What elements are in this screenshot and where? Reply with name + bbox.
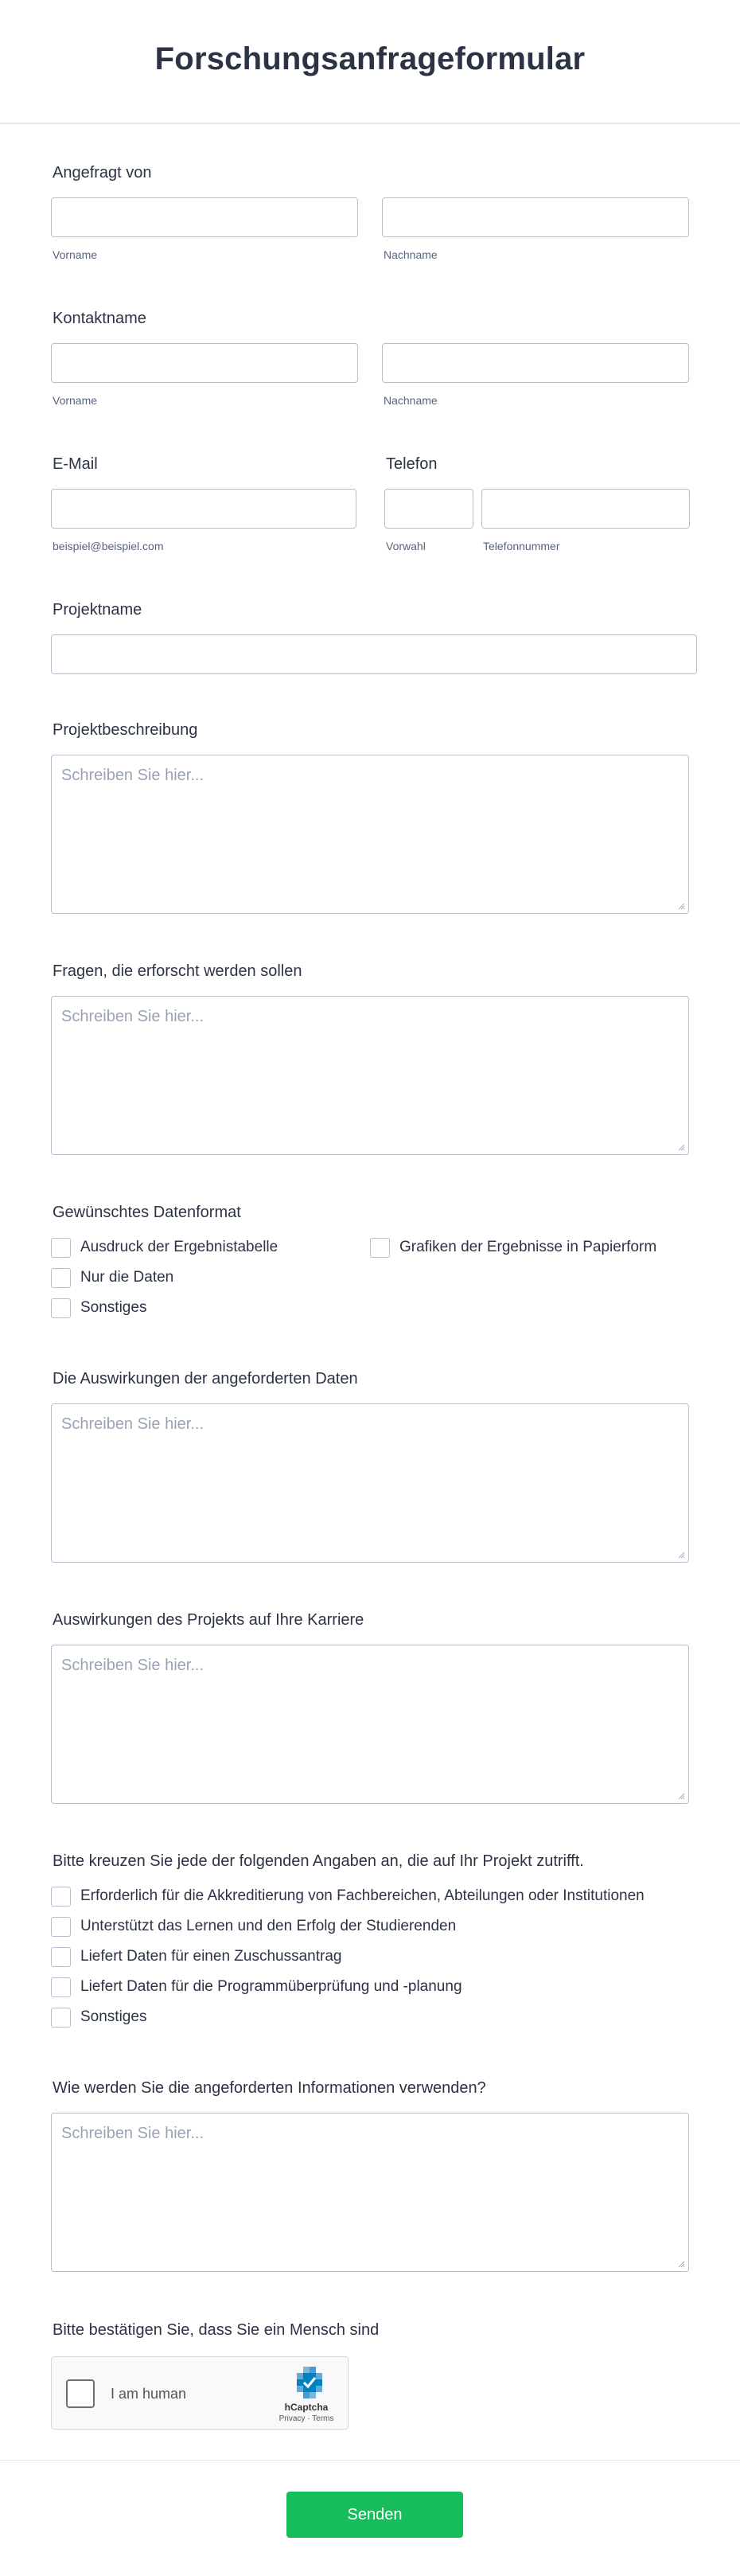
- contact-name-label: Kontaktname: [53, 310, 146, 327]
- applies-option[interactable]: [51, 1976, 462, 1998]
- applies-option[interactable]: [51, 2006, 146, 2028]
- page-title: Forschungsanfrageformular: [154, 41, 586, 76]
- usage-textarea[interactable]: [51, 2113, 689, 2272]
- research-questions-label: Fragen, die erforscht werden sollen: [53, 962, 302, 980]
- email-label: E-Mail: [53, 455, 98, 473]
- phone-area-code-input[interactable]: [384, 489, 473, 529]
- checkbox-label: Sonstiges: [80, 2008, 147, 2025]
- research-questions-textarea[interactable]: [51, 996, 689, 1155]
- captcha-brand: hCaptcha: [284, 2402, 329, 2413]
- project-description-label: Projektbeschreibung: [53, 721, 198, 739]
- data-format-option[interactable]: [370, 1236, 656, 1259]
- contact-last-name-sublabel: Nachname: [384, 394, 438, 407]
- captcha-text: I am human: [111, 2386, 187, 2402]
- career-impact-textarea[interactable]: [51, 1645, 689, 1804]
- checkbox-label: Liefert Daten für einen Zuschussantrag: [80, 1948, 342, 1965]
- phone-label: Telefon: [386, 455, 438, 473]
- submit-button[interactable]: Senden: [286, 2492, 463, 2538]
- checkbox-label: Liefert Daten für die Programmüberprüfung und -planung: [80, 1978, 462, 1995]
- checkbox[interactable]: [51, 1238, 71, 1258]
- requested-by-last-name-input[interactable]: [382, 197, 689, 237]
- resize-grip-icon[interactable]: [677, 902, 685, 910]
- phone-area-code-sublabel: Vorwahl: [386, 540, 426, 552]
- applies-option[interactable]: [51, 1946, 341, 1968]
- data-format-option[interactable]: [51, 1267, 173, 1289]
- data-format-option[interactable]: [51, 1297, 146, 1319]
- requested-by-first-name-input[interactable]: [51, 197, 358, 237]
- project-description-textarea[interactable]: [51, 755, 689, 914]
- checkbox[interactable]: [51, 1887, 71, 1907]
- requested-by-last-name-sublabel: Nachname: [384, 248, 438, 261]
- data-impact-textarea[interactable]: [51, 1403, 689, 1563]
- checkbox[interactable]: [51, 1268, 71, 1288]
- footer-divider: [0, 2460, 740, 2461]
- phone-number-sublabel: Telefonnummer: [483, 540, 560, 552]
- human-check-label: Bitte bestätigen Sie, dass Sie ein Mensch sind: [53, 2321, 380, 2339]
- checkbox[interactable]: [51, 1298, 71, 1318]
- hcaptcha-widget[interactable]: [51, 2356, 349, 2430]
- checkbox-label: Ausdruck der Ergebnistabelle: [80, 1239, 278, 1255]
- email-input[interactable]: [51, 489, 356, 529]
- applies-label: Bitte kreuzen Sie jede der folgenden Angaben an, die auf Ihr Projekt zutrifft.: [53, 1852, 584, 1870]
- contact-first-name-input[interactable]: [51, 343, 358, 383]
- checkbox-label: Sonstiges: [80, 1299, 147, 1316]
- checkbox[interactable]: [51, 2008, 71, 2028]
- checkbox[interactable]: [370, 1238, 390, 1258]
- usage-label: Wie werden Sie die angeforderten Informationen verwenden?: [53, 2079, 486, 2097]
- contact-last-name-input[interactable]: [382, 343, 689, 383]
- data-impact-label: Die Auswirkungen der angeforderten Daten: [53, 1370, 358, 1388]
- form-header: [0, 0, 740, 124]
- project-name-input[interactable]: [51, 634, 697, 674]
- checkbox-label: Erforderlich für die Akkreditierung von Fachbereichen, Abteilungen oder Institutionen: [80, 1887, 645, 1904]
- phone-number-input[interactable]: [481, 489, 690, 529]
- checkbox[interactable]: [51, 1977, 71, 1997]
- applies-option[interactable]: [51, 1915, 456, 1938]
- resize-grip-icon[interactable]: [677, 1792, 685, 1800]
- requested-by-first-name-sublabel: Vorname: [53, 248, 98, 261]
- checkbox[interactable]: [51, 1947, 71, 1967]
- career-impact-label: Auswirkungen des Projekts auf Ihre Karriere: [53, 1611, 364, 1629]
- requested-by-label: Angefragt von: [53, 164, 152, 181]
- resize-grip-icon[interactable]: [677, 1143, 685, 1151]
- data-format-label: Gewünschtes Datenformat: [53, 1204, 241, 1221]
- email-sublabel: beispiel@beispiel.com: [53, 540, 164, 552]
- contact-first-name-sublabel: Vorname: [53, 394, 98, 407]
- data-format-option[interactable]: [51, 1236, 278, 1259]
- checkbox[interactable]: [51, 1917, 71, 1937]
- checkbox-label: Nur die Daten: [80, 1269, 174, 1286]
- applies-option[interactable]: [51, 1885, 645, 1907]
- resize-grip-icon[interactable]: [677, 1551, 685, 1559]
- checkbox-label: Unterstützt das Lernen und den Erfolg der Studierenden: [80, 1918, 457, 1934]
- captcha-privacy-terms-links[interactable]: Privacy · Terms: [278, 2414, 334, 2423]
- captcha-checkbox[interactable]: [66, 2379, 95, 2408]
- hcaptcha-logo-icon: [292, 2365, 327, 2400]
- resize-grip-icon[interactable]: [677, 2260, 685, 2268]
- checkbox-label: Grafiken der Ergebnisse in Papierform: [399, 1239, 657, 1255]
- project-name-label: Projektname: [53, 601, 142, 619]
